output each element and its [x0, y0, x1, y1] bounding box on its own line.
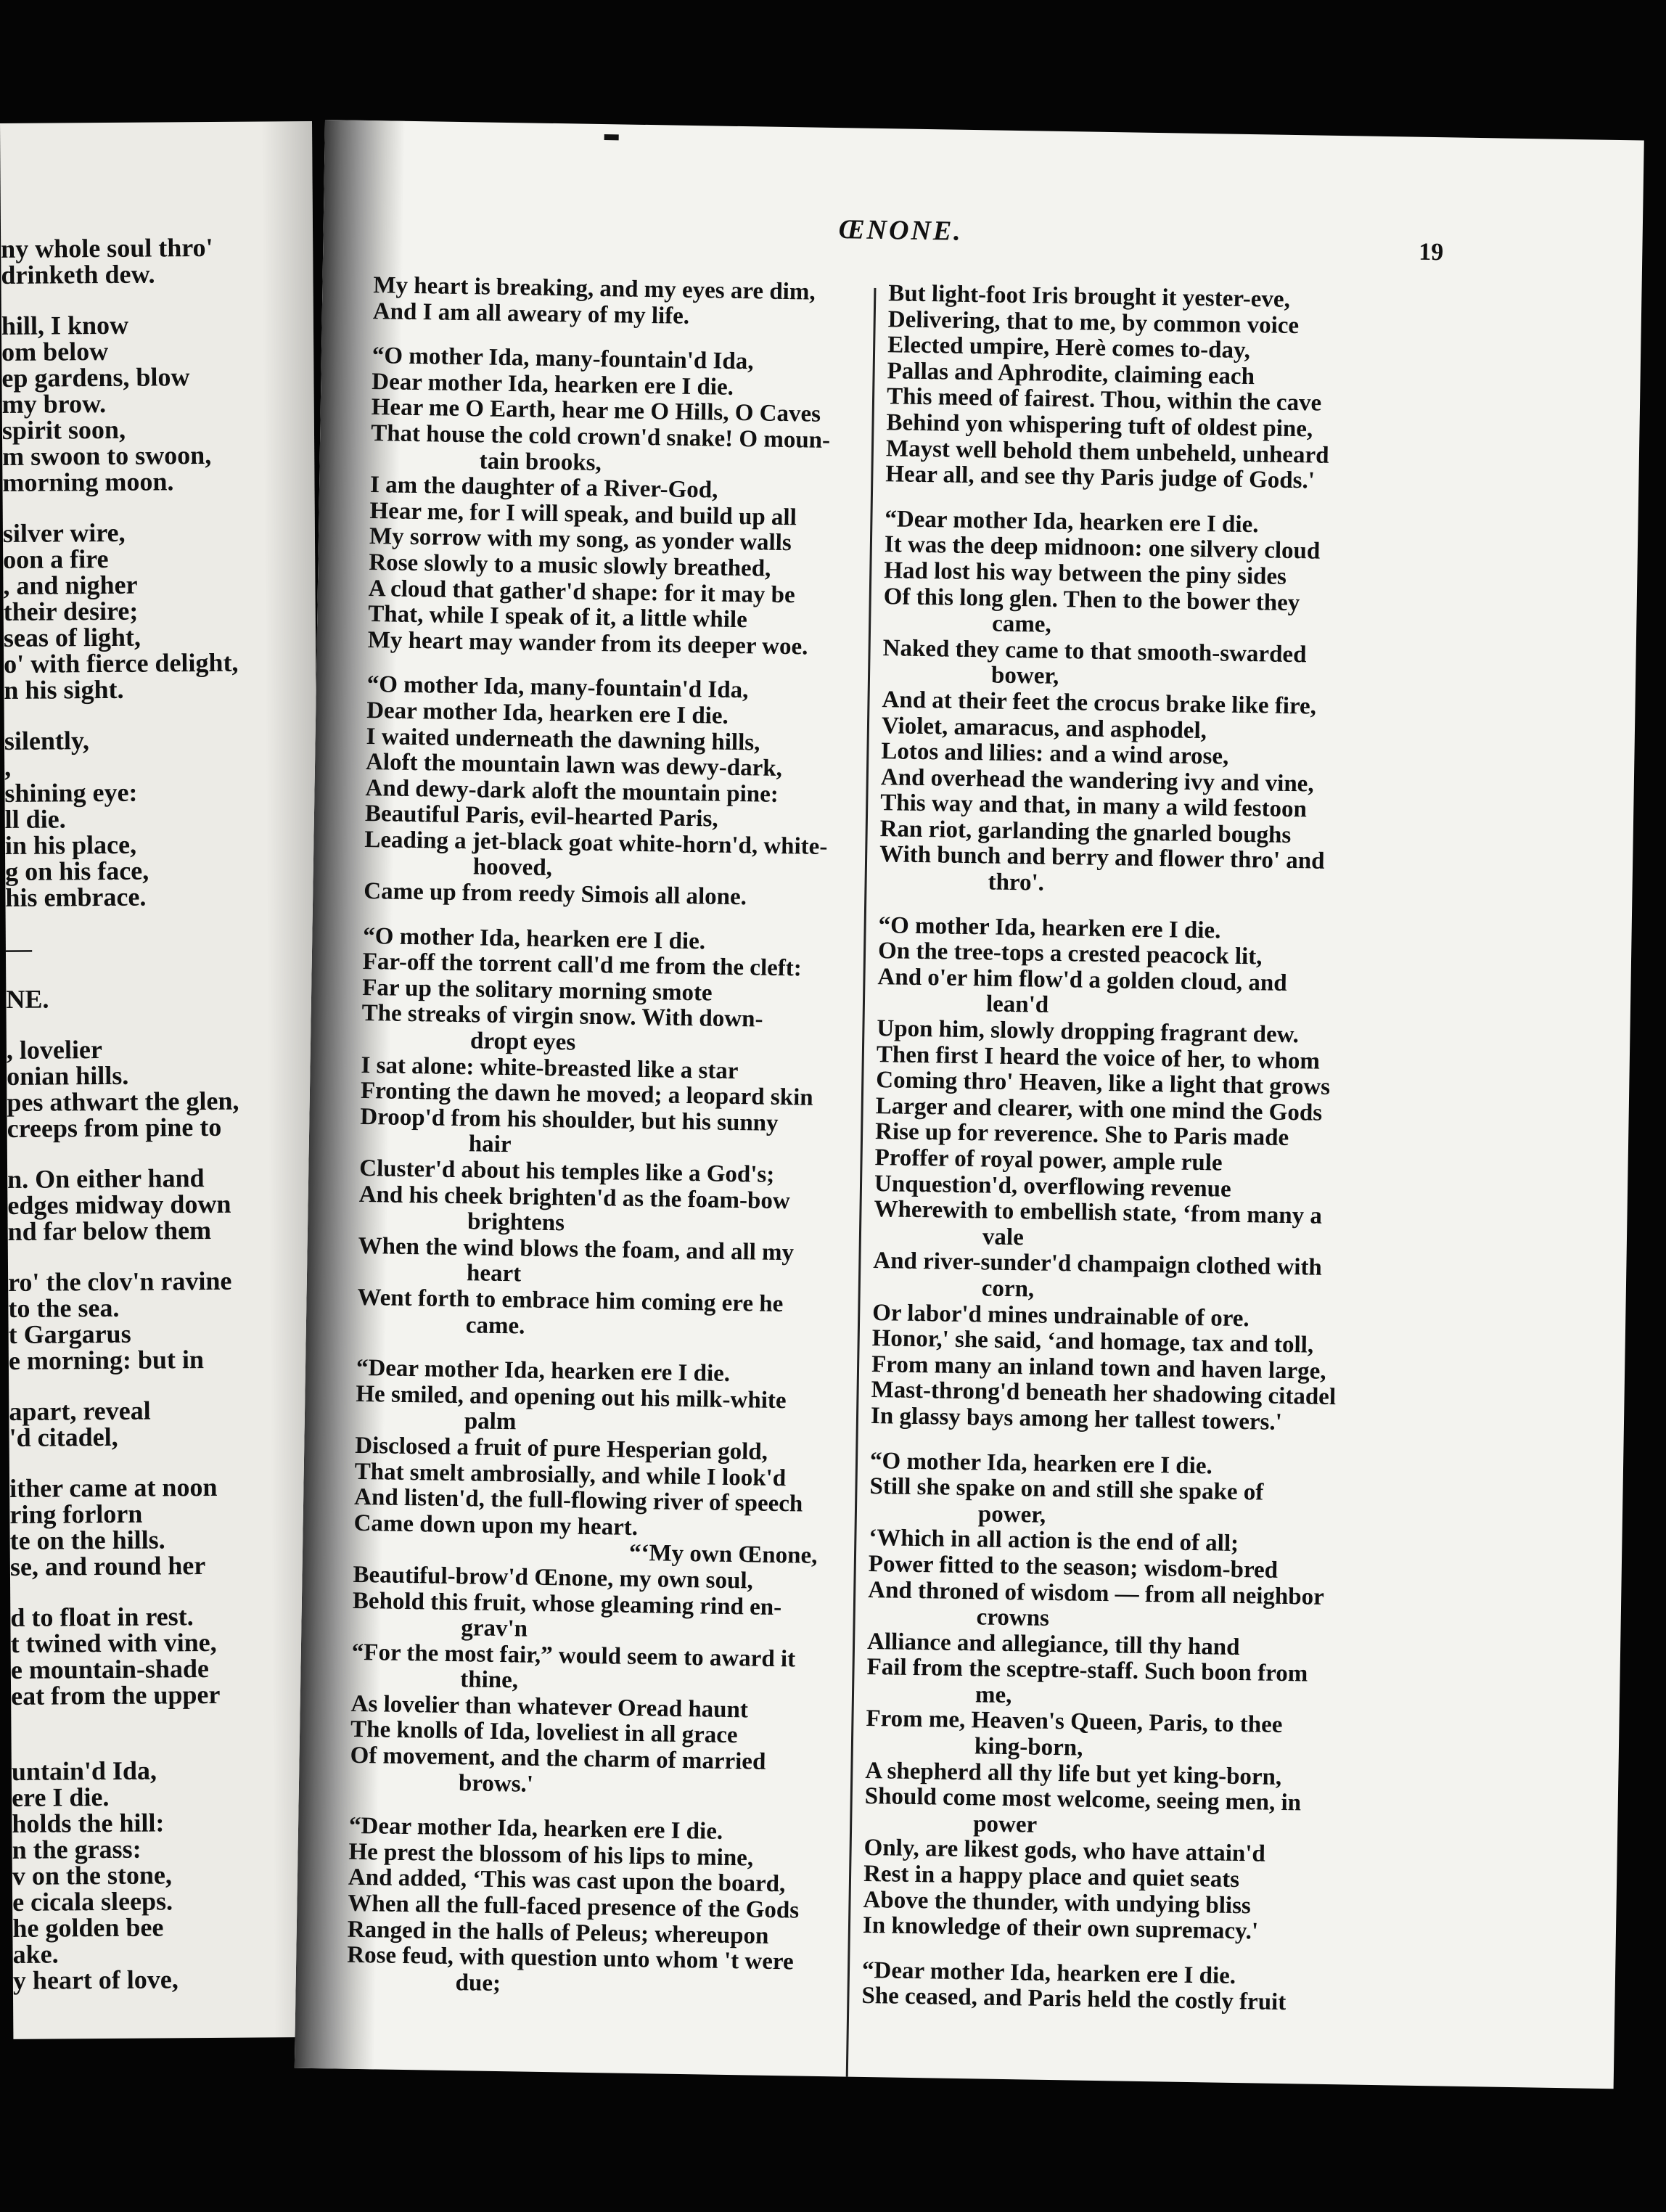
- verse-line: Upon him, slowly dropping fragrant dew.: [877, 1015, 1300, 1049]
- verse-line: My heart is breaking, and my eyes are dim,: [373, 272, 816, 306]
- verse-line: “‘My own Œnone,: [628, 1540, 818, 1570]
- verse-line: The streaks of virgin snow. With down-: [361, 1000, 763, 1033]
- verse-line: “O mother Ida, hearken ere I die.: [363, 922, 706, 955]
- verse-continuation: vale: [982, 1224, 1025, 1251]
- text-line: ny whole soul thro': [1, 232, 213, 263]
- verse-line: Ran riot, garlanding the gnarled boughs: [879, 816, 1292, 848]
- verse-line: Behold this fruit, whose gleaming rind en-: [352, 1587, 782, 1621]
- verse-line: Proffer of royal power, ample rule: [874, 1144, 1223, 1176]
- verse-line: In knowledge of their own supremacy.': [862, 1912, 1259, 1945]
- text-line: ere I die.: [11, 1782, 110, 1812]
- verse-line: But light-foot Iris brought it yester-eve,: [888, 280, 1291, 313]
- verse-line: A cloud that gather'd shape: for it may be: [368, 575, 795, 608]
- verse-line: Beautiful Paris, evil-hearted Paris,: [364, 800, 718, 832]
- text-line: my brow.: [1, 388, 107, 419]
- text-line: ep gardens, blow: [1, 362, 190, 393]
- verse-line: Rise up for reverence. She to Paris made: [874, 1118, 1289, 1152]
- text-line: om below: [1, 336, 109, 366]
- text-line: edges midway down: [7, 1189, 231, 1220]
- verse-continuation: came.: [465, 1311, 525, 1340]
- text-line: drinketh dew.: [1, 259, 155, 290]
- text-line: t twined with vine,: [10, 1627, 217, 1658]
- page-number: 19: [1419, 238, 1444, 266]
- verse-continuation: came,: [991, 610, 1052, 638]
- verse-line: Came up from reedy Simois all alone.: [364, 878, 747, 911]
- verse-line: Rose slowly to a music slowly breathed,: [369, 549, 771, 582]
- verse-line: I am the daughter of a River-God,: [369, 472, 718, 504]
- verse-line: “Dear mother Ida, hearken ere I die.: [861, 1957, 1236, 1989]
- text-line: se, and round her: [9, 1551, 206, 1581]
- verse-line: Fronting the dawn he moved; a leopard skin: [360, 1078, 813, 1111]
- verse-line: From many an inland town and haven large,: [871, 1351, 1326, 1385]
- text-line: ither came at noon: [9, 1472, 218, 1503]
- verse-line: Hear me, for I will speak, and build up all: [369, 497, 797, 531]
- verse-line: And dewy-dark aloft the mountain pine:: [365, 774, 779, 808]
- verse-continuation: thine,: [459, 1666, 519, 1694]
- verse-line: Leading a jet-black goat white-horn'd, white-: [364, 826, 828, 860]
- verse-line: When all the full-faced presence of the Gods: [348, 1890, 800, 1924]
- text-line: ll die.: [4, 804, 66, 834]
- text-line: to the sea.: [8, 1293, 120, 1323]
- verse-line: With bunch and berry and flower thro' and: [879, 841, 1325, 875]
- verse-line: My sorrow with my song, as yonder walls: [369, 523, 792, 557]
- verse-line: In glassy bays among her tallest towers.': [870, 1402, 1283, 1435]
- verse-line: She ceased, and Paris held the costly fruit: [861, 1983, 1287, 2016]
- text-column-left: [346, 273, 895, 2002]
- verse-line: Rest in a happy place and quiet seats: [863, 1860, 1240, 1893]
- verse-line: Mast-throng'd beneath her shadowing citadel: [871, 1377, 1337, 1411]
- text-line: silver wire,: [2, 517, 126, 548]
- verse-line: And throned of wisdom — from all neighbor: [867, 1576, 1325, 1610]
- text-line: —: [5, 933, 33, 963]
- text-line: n. On either hand: [7, 1163, 205, 1194]
- verse-line: He smiled, and opening out his milk-white: [356, 1380, 787, 1414]
- text-line: t Gargarus: [8, 1319, 131, 1349]
- verse-line: This way and that, in many a wild festoon: [880, 790, 1308, 823]
- verse-line: Far-off the torrent call'd me from the cleft:: [362, 949, 803, 982]
- text-line: , and nigher: [3, 570, 138, 600]
- text-line: hill, I know: [1, 310, 129, 340]
- verse-line: Dear mother Ida, hearken ere I die.: [372, 368, 734, 401]
- verse-line: Lotos and lilies: and a wind arose,: [881, 738, 1229, 770]
- verse-line: “O mother Ida, hearken ere I die.: [878, 912, 1221, 944]
- text-line: g on his face,: [5, 856, 149, 886]
- text-line: , lovelier: [6, 1035, 103, 1065]
- text-line: eat from the upper: [10, 1679, 221, 1711]
- verse-line: Still she spake on and still she spake of: [869, 1473, 1264, 1506]
- verse-line: Should come most welcome, seeing men, in: [864, 1783, 1302, 1816]
- current-page: [295, 120, 1644, 2089]
- verse-line: Of this long glen. Then to the bower they: [883, 583, 1300, 616]
- verse-line: It was the deep midnoon: one silvery cloud: [884, 531, 1321, 565]
- verse-line: I sat alone: white-breasted like a star: [361, 1052, 739, 1084]
- text-line: n the grass:: [12, 1834, 141, 1864]
- verse-line: Then first I heard the voice of her, to whom: [876, 1041, 1321, 1075]
- verse-line: Naked they came to that smooth-swarded: [882, 634, 1307, 668]
- verse-line: ‘Which in all action is the end of all;: [869, 1525, 1239, 1557]
- verse-continuation: crowns: [976, 1604, 1050, 1632]
- verse-continuation: tain brooks,: [479, 447, 602, 476]
- text-line: pes athwart the glen,: [7, 1086, 239, 1117]
- verse-line: That, while I speak of it, a little while: [368, 601, 748, 634]
- top-mark: [604, 134, 619, 140]
- verse-line: “For the most fair,” would seem to award it: [351, 1639, 796, 1673]
- verse-line: Or labor'd mines undrainable of ore.: [871, 1299, 1250, 1332]
- verse-line: My heart may wander from its deeper woe.: [367, 626, 808, 660]
- text-line: creeps from pine to: [7, 1112, 222, 1143]
- verse-continuation: brows.': [458, 1769, 534, 1798]
- verse-line: “Dear mother Ida, hearken ere I die.: [348, 1813, 723, 1846]
- verse-continuation: hair: [468, 1131, 512, 1158]
- verse-line: Pallas and Aphrodite, claiming each: [887, 357, 1255, 390]
- verse-line: Mayst well behold them unbeheld, unheard: [885, 435, 1329, 469]
- verse-line: Aloft the mountain lawn was dewy-dark,: [365, 749, 783, 782]
- verse-continuation: lean'd: [985, 991, 1049, 1019]
- text-line: m swoon to swoon,: [2, 440, 212, 471]
- text-line: o' with fierce delight,: [4, 647, 239, 679]
- verse-line: “O mother Ida, many-fountain'd Ida,: [366, 671, 749, 704]
- verse-line: “O mother Ida, hearken ere I die.: [869, 1447, 1213, 1479]
- verse-line: And overhead the wandering ivy and vine,: [880, 763, 1314, 798]
- verse-line: Disclosed a fruit of pure Hesperian gold,: [355, 1432, 768, 1465]
- verse-line: That house the cold crown'd snake! O moun-: [370, 420, 831, 454]
- text-line: te on the hills.: [9, 1525, 165, 1555]
- verse-line: Hear me O Earth, hear me O Hills, O Caves: [371, 394, 821, 428]
- verse-line: Beautiful-brow'd Œnone, my own soul,: [353, 1561, 754, 1594]
- verse-line: Delivering, that to me, by common voice: [887, 306, 1300, 339]
- verse-line: And I am all aweary of my life.: [372, 298, 690, 329]
- text-line: ring forlorn: [9, 1499, 143, 1529]
- text-line: n his sight.: [4, 674, 124, 705]
- verse-continuation: me,: [974, 1681, 1012, 1709]
- verse-continuation: brightens: [467, 1208, 565, 1237]
- verse-line: Dear mother Ida, hearken ere I die.: [366, 697, 729, 729]
- verse-line: “O mother Ida, many-fountain'd Ida,: [372, 343, 754, 375]
- verse-line: I waited underneath the dawning hills,: [366, 723, 760, 756]
- text-line: holds the hill:: [12, 1808, 165, 1838]
- verse-line: Cluster'd about his temples like a God's;: [359, 1155, 775, 1188]
- verse-line: Droop'd from his shoulder, but his sunny: [360, 1103, 779, 1136]
- verse-line: Coming thro' Heaven, like a light that grows: [876, 1067, 1331, 1101]
- verse-line: The knolls of Ida, loveliest in all grace: [350, 1716, 738, 1749]
- verse-line: When the wind blows the foam, and all my: [358, 1232, 795, 1266]
- verse-line: He prest the blossom of his lips to mine,: [348, 1838, 754, 1872]
- running-head: ŒNONE.: [838, 214, 964, 247]
- verse-continuation: power: [972, 1811, 1038, 1838]
- verse-line: And o'er him flow'd a golden cloud, and: [877, 963, 1287, 996]
- verse-continuation: hooved,: [472, 853, 553, 882]
- verse-line: Power fitted to the season; wisdom-bred: [868, 1550, 1279, 1584]
- verse-continuation: due;: [455, 1969, 501, 1996]
- verse-line: Rose feud, with question unto whom 't were: [346, 1942, 794, 1975]
- text-line: d to float in rest.: [10, 1602, 194, 1632]
- text-line: 'd citadel,: [9, 1422, 118, 1452]
- verse-line: Alliance and allegiance, till thy hand: [866, 1628, 1240, 1660]
- verse-line: Of movement, and the charm of married: [350, 1742, 766, 1775]
- verse-continuation: power,: [977, 1501, 1046, 1528]
- text-line: ake.: [12, 1939, 59, 1969]
- verse-line: From me, Heaven's Queen, Paris, to thee: [866, 1705, 1283, 1739]
- verse-line: Far up the solitary morning smote: [361, 974, 713, 1007]
- text-line: e mountain-shade: [10, 1654, 210, 1684]
- verse-line: Behind yon whispering tuft of oldest pine,: [886, 409, 1313, 443]
- text-line: ,: [4, 752, 12, 782]
- verse-line: Unquestion'd, overflowing revenue: [874, 1170, 1231, 1203]
- text-column-right: [861, 281, 1454, 2018]
- text-line: apart, reveal: [9, 1396, 151, 1426]
- verse-line: And listen'd, the full-flowing river of speech: [353, 1483, 803, 1517]
- verse-line: Only, are likest gods, who have attain'd: [863, 1835, 1266, 1868]
- verse-continuation: bower,: [990, 662, 1059, 690]
- verse-line: Violet, amaracus, and asphodel,: [881, 712, 1207, 744]
- verse-continuation: dropt eyes: [469, 1028, 576, 1056]
- verse-line: That smelt ambrosially, and while I look'd: [354, 1458, 787, 1491]
- text-line: v on the stone,: [12, 1860, 173, 1891]
- verse-line: And at their feet the crocus brake like fire,: [882, 687, 1317, 720]
- verse-line: Honor,' she said, ‘and homage, tax and toll,: [871, 1325, 1314, 1359]
- text-line: his embrace.: [5, 882, 147, 912]
- text-line: nd far below them: [7, 1216, 212, 1246]
- text-line: e cicala sleeps.: [12, 1886, 173, 1917]
- verse-line: And added, ‘This was cast upon the board,: [348, 1864, 786, 1898]
- text-line: untain'd Ida,: [11, 1756, 157, 1786]
- verse-line: Hear all, and see thy Paris judge of Gods.': [885, 461, 1316, 494]
- text-line: silently,: [4, 726, 90, 755]
- verse-line: And his cheek brighten'd as the foam-bow: [358, 1181, 791, 1214]
- verse-continuation: heart: [466, 1260, 522, 1287]
- text-line: e morning: but in: [8, 1345, 205, 1375]
- verse-line: Elected umpire, Herè comes to-day,: [887, 332, 1251, 364]
- text-line: y heart of love,: [12, 1965, 178, 1995]
- verse-line: Came down upon my heart.: [353, 1510, 639, 1541]
- text-line: ro' the clov'n ravine: [8, 1266, 232, 1297]
- verse-line: “Dear mother Ida, hearken ere I die.: [356, 1355, 731, 1388]
- verse-line: “Dear mother Ida, hearken ere I die.: [885, 505, 1259, 538]
- verse-continuation: thro'.: [988, 869, 1045, 896]
- text-line: spirit soon,: [1, 414, 126, 445]
- verse-continuation: corn,: [981, 1275, 1035, 1303]
- text-line: seas of light,: [3, 622, 141, 652]
- verse-line: A shepherd all thy life but yet king-born,: [865, 1757, 1282, 1790]
- text-line: their desire;: [3, 596, 139, 626]
- verse-line: Larger and clearer, with one mind the Gods: [875, 1092, 1323, 1126]
- verse-line: Ranged in the halls of Peleus; whereupon: [347, 1916, 769, 1949]
- verse-continuation: king-born,: [974, 1733, 1083, 1761]
- verse-continuation: grav'n: [461, 1615, 528, 1642]
- text-line: he golden bee: [12, 1912, 164, 1943]
- text-line: in his place,: [4, 830, 137, 860]
- verse-line: Fail from the sceptre-staff. Such boon from: [866, 1654, 1308, 1687]
- verse-line: Went forth to embrace him coming ere he: [357, 1284, 784, 1318]
- text-line: onian hills.: [7, 1060, 129, 1091]
- verse-line: As lovelier than whatever Oread haunt: [350, 1690, 749, 1724]
- text-line: oon a fire: [3, 544, 109, 574]
- verse-line: On the tree-tops a crested peacock lit,: [877, 938, 1263, 970]
- text-line: shining eye:: [4, 777, 138, 808]
- verse-line: This meed of fairest. Thou, within the cave: [886, 383, 1322, 417]
- text-line: morning moon.: [2, 467, 174, 497]
- verse-line: Wherewith to embellish state, ‘from many a: [874, 1196, 1323, 1229]
- verse-line: Had lost his way between the piny sides: [884, 557, 1287, 590]
- verse-line: Above the thunder, with undying bliss: [863, 1886, 1252, 1919]
- verse-continuation: palm: [464, 1408, 517, 1435]
- previous-page: [0, 121, 325, 2039]
- verse-line: And river-sunder'd champaign clothed with: [873, 1248, 1323, 1282]
- text-line: NE.: [6, 984, 49, 1014]
